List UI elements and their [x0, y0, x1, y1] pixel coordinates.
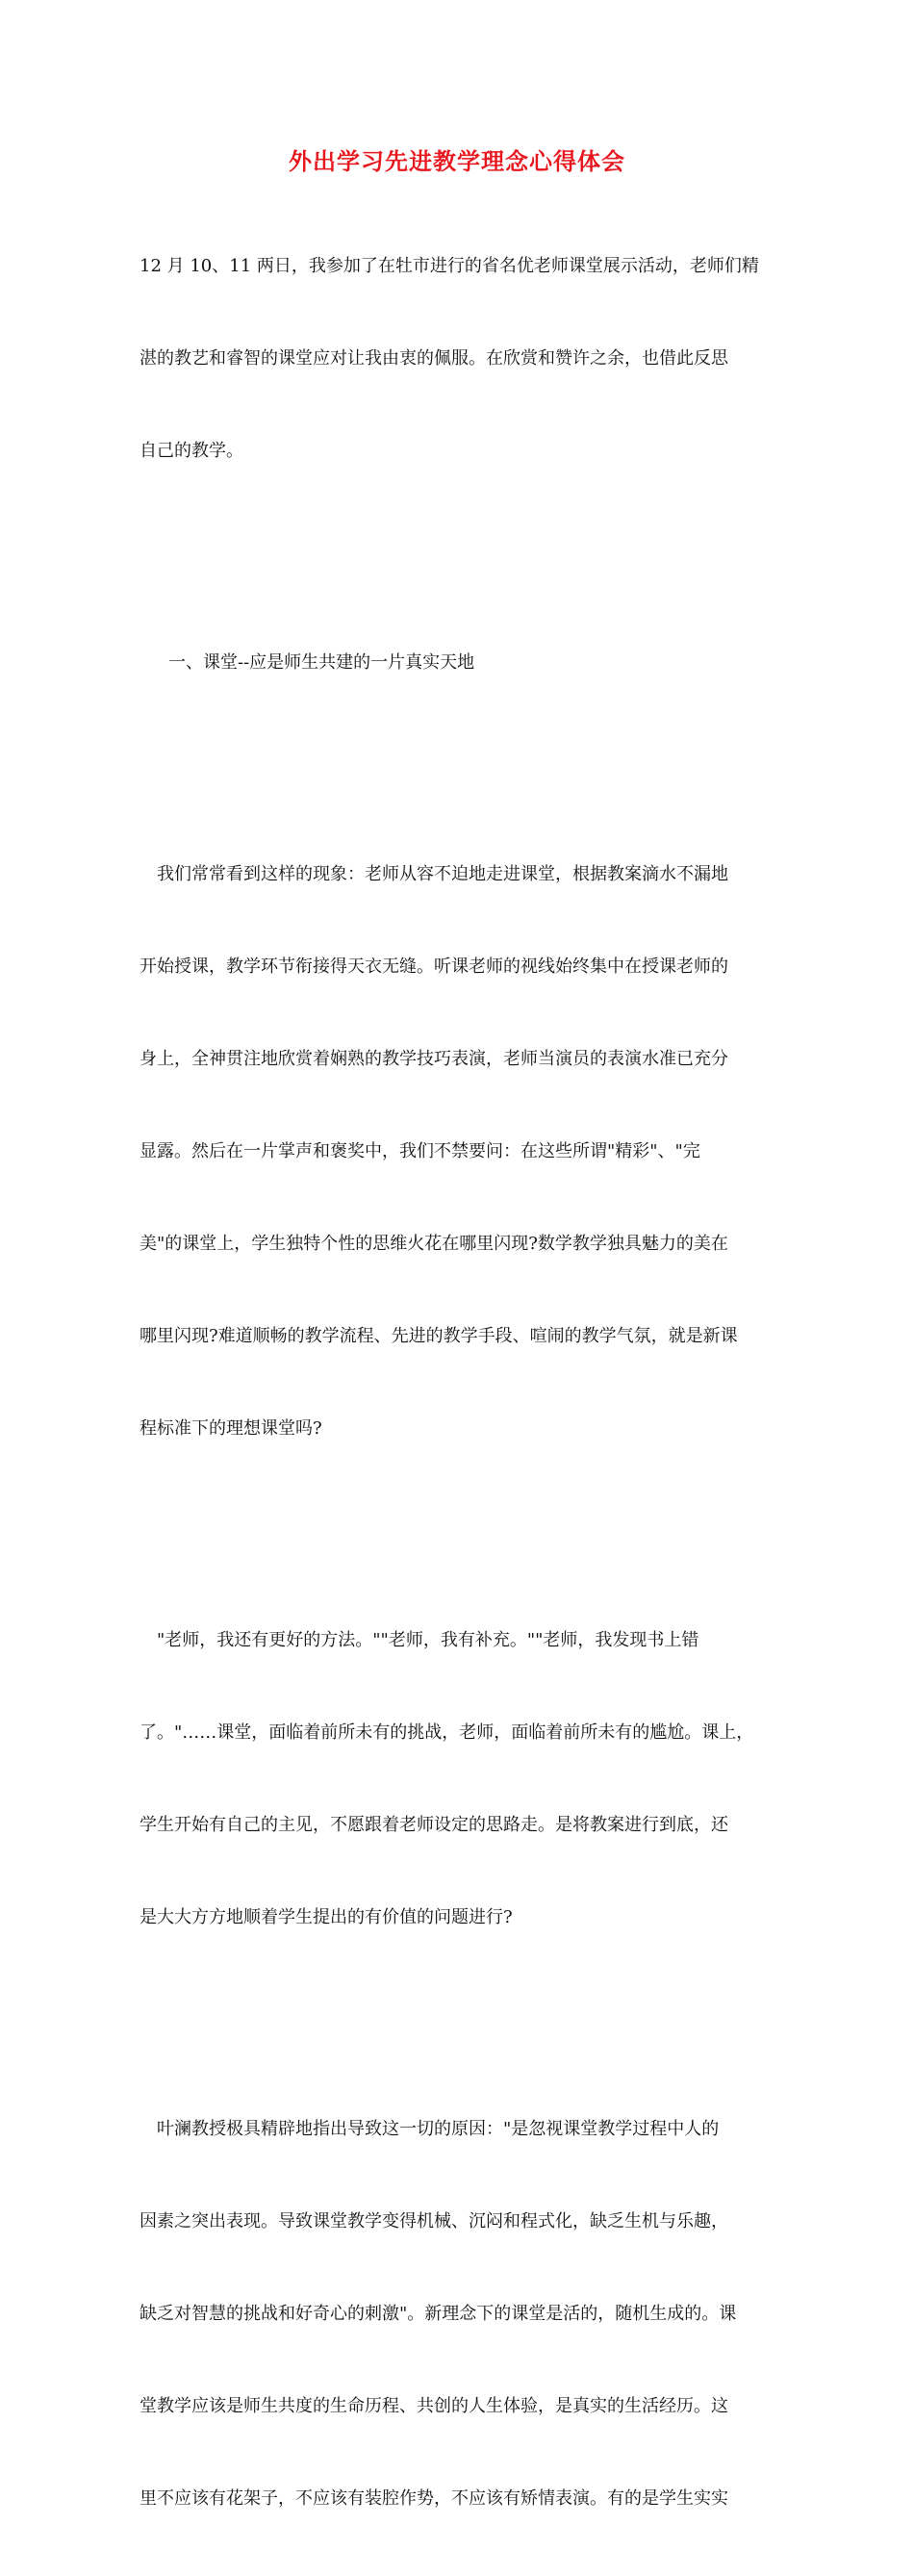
text-line: 叶澜教授极具精辟地指出导致这一切的原因："是忽视课堂教学过程中人的: [140, 2119, 720, 2139]
text-line: 里不应该有花架子，不应该有装腔作势，不应该有矫情表演。有的是学生实实: [140, 2488, 728, 2509]
text-line: 堂教学应该是师生共度的生命历程、共创的人生体验，是真实的生活经历。这: [140, 2396, 728, 2416]
text-line: 自己的教学。: [140, 441, 243, 461]
paragraph-1: [140, 798, 779, 1506]
text-line: 哪里闪现?难道顺畅的教学流程、先进的教学手段、喧闹的教学气氛，就是新课: [140, 1326, 738, 1346]
heading-text: 一、课堂--应是师生共建的一片真实天地: [168, 652, 475, 673]
paragraph-2: [140, 1564, 779, 1995]
text-line: 显露。然后在一片掌声和褒奖中，我们不禁要问：在这些所谓"精彩"、"完: [140, 1141, 700, 1161]
text-line: 学生开始有自己的主见，不愿跟着老师设定的思路走。是将教案进行到底，还: [140, 1815, 728, 1835]
document-body: [140, 190, 779, 2576]
text-line: 程标准下的理想课堂吗?: [140, 1418, 322, 1439]
paragraph-3: [140, 2053, 779, 2576]
section-heading: [140, 586, 779, 740]
text-line: 12 月 10、11 两日，我参加了在牡市进行的省名优老师课堂展示活动，老师们精: [140, 256, 759, 276]
text-line: 美"的课堂上，学生独特个性的思维火花在哪里闪现?数学教学独具魅力的美在: [140, 1234, 728, 1254]
intro-paragraph: [140, 190, 779, 528]
text-line: 缺乏对智慧的挑战和好奇心的刺激"。新理念下的课堂是活的，随机生成的。课: [140, 2304, 737, 2324]
text-line: 湛的教艺和睿智的课堂应对让我由衷的佩服。在欣赏和赞许之余，也借此反思: [140, 348, 728, 369]
text-line: 我们常常看到这样的现象：老师从容不迫地走进课堂，根据教案滴水不漏地: [140, 864, 728, 884]
text-line: 开始授课，教学环节衔接得天衣无缝。听课老师的视线始终集中在授课老师的: [140, 956, 728, 977]
text-line: "老师，我还有更好的方法。""老师，我有补充。""老师，我发现书上错: [140, 1630, 699, 1650]
text-line: 因素之突出表现。导致课堂教学变得机械、沉闷和程式化，缺乏生机与乐趣，: [140, 2211, 728, 2232]
text-line: 是大大方方地顺着学生提出的有价值的问题进行?: [140, 1907, 513, 1927]
text-line: 了。"……课堂，面临着前所未有的挑战，老师，面临着前所未有的尴尬。课上，: [140, 1722, 754, 1743]
text-line: 身上，全神贯注地欣赏着娴熟的教学技巧表演，老师当演员的表演水准已充分: [140, 1049, 728, 1069]
document-title: 外出学习先进教学理念心得体会: [289, 147, 625, 175]
